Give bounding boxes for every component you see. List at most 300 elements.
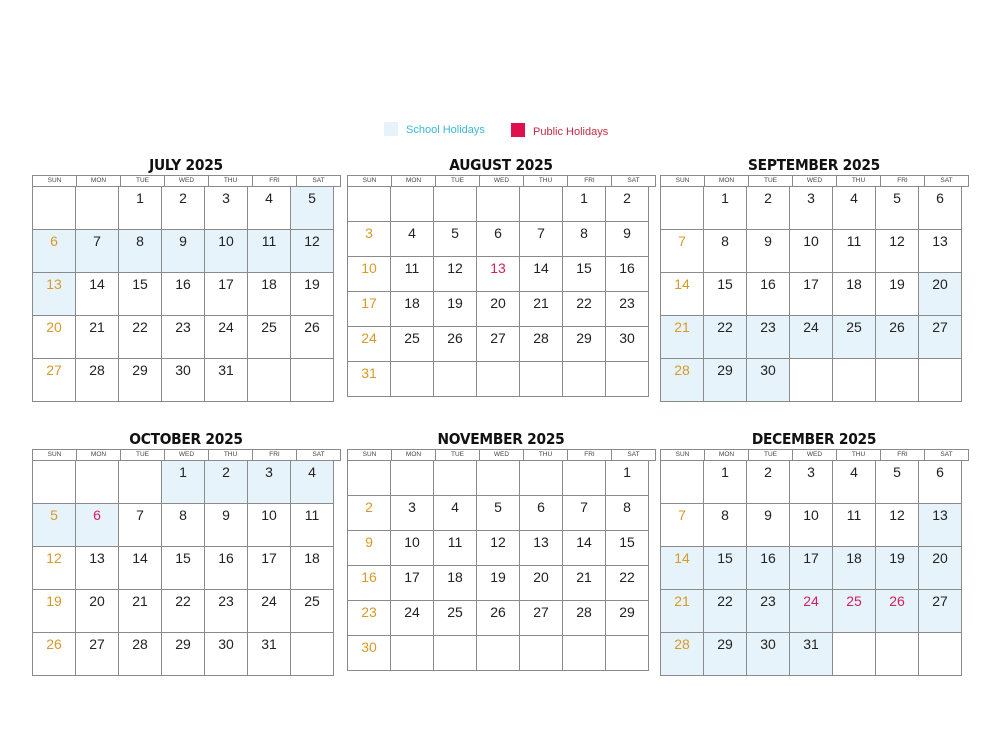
day-cell[interactable]: 27 [76, 633, 119, 676]
empty-day-cell [833, 359, 876, 402]
day-cell[interactable]: 31 [348, 362, 391, 397]
weekday-label: SAT [612, 176, 656, 187]
day-cell[interactable]: 14 [76, 273, 119, 316]
day-cell[interactable]: 31 [205, 359, 248, 402]
day-cell[interactable]: 25 [291, 590, 334, 633]
weekday-label: SUN [661, 176, 705, 187]
week-row [348, 531, 656, 566]
day-cell[interactable]: 22 [563, 292, 606, 327]
empty-day-cell [833, 633, 876, 676]
day-cell[interactable]: 29 [162, 633, 205, 676]
day-cell[interactable]: 17 [790, 547, 833, 590]
day-cell[interactable]: 19 [477, 566, 520, 601]
day-cell[interactable]: 9 [606, 222, 649, 257]
weekday-header-row [348, 176, 656, 187]
day-cell[interactable]: 18 [833, 273, 876, 316]
empty-day-cell [391, 461, 434, 496]
week-row [348, 496, 656, 531]
day-cell[interactable]: 15 [119, 273, 162, 316]
weekday-label: WED [480, 450, 524, 461]
day-cell[interactable]: 11 [291, 504, 334, 547]
day-cell[interactable]: 9 [747, 504, 790, 547]
weekday-label: THU [524, 176, 568, 187]
empty-day-cell [434, 362, 477, 397]
empty-day-cell [33, 461, 76, 504]
day-cell[interactable]: 30 [205, 633, 248, 676]
month-grid [660, 449, 969, 676]
day-cell[interactable]: 8 [119, 230, 162, 273]
day-cell[interactable]: 22 [162, 590, 205, 633]
day-cell[interactable]: 18 [391, 292, 434, 327]
day-cell[interactable]: 11 [833, 230, 876, 273]
school-holiday-label: School Holidays [406, 124, 485, 136]
day-cell[interactable]: 7 [520, 222, 563, 257]
day-cell[interactable]: 13 [919, 230, 962, 273]
day-cell[interactable]: 4 [248, 187, 291, 230]
day-cell[interactable]: 26 [33, 633, 76, 676]
day-cell[interactable]: 3 [248, 461, 291, 504]
day-cell[interactable]: 10 [790, 504, 833, 547]
weekday-label: FRI [881, 176, 925, 187]
empty-day-cell [563, 636, 606, 671]
day-cell[interactable]: 28 [661, 633, 704, 676]
weekday-label: MON [705, 176, 749, 187]
day-cell[interactable]: 15 [606, 531, 649, 566]
day-cell[interactable]: 21 [520, 292, 563, 327]
day-cell[interactable]: 29 [606, 601, 649, 636]
day-cell[interactable]: 6 [919, 461, 962, 504]
week-row [33, 230, 341, 273]
school-holiday-swatch [384, 122, 398, 136]
day-cell[interactable]: 16 [162, 273, 205, 316]
day-cell[interactable]: 4 [833, 187, 876, 230]
day-cell[interactable]: 30 [348, 636, 391, 671]
day-cell[interactable]: 26 [291, 316, 334, 359]
day-cell[interactable]: 25 [248, 316, 291, 359]
day-cell[interactable]: 12 [876, 230, 919, 273]
empty-day-cell [434, 461, 477, 496]
day-cell[interactable]: 24 [348, 327, 391, 362]
day-cell[interactable]: 10 [790, 230, 833, 273]
day-cell[interactable]: 18 [833, 547, 876, 590]
day-cell[interactable]: 25 [833, 590, 876, 633]
day-cell[interactable]: 16 [205, 547, 248, 590]
week-row [33, 187, 341, 230]
day-cell[interactable]: 7 [661, 504, 704, 547]
day-cell[interactable]: 13 [76, 547, 119, 590]
month-title: AUGUST 2025 [449, 156, 553, 174]
weekday-label: WED [480, 176, 524, 187]
day-cell[interactable]: 25 [833, 316, 876, 359]
month-title: DECEMBER 2025 [751, 430, 877, 448]
day-cell[interactable]: 17 [205, 273, 248, 316]
month-title: OCTOBER 2025 [129, 430, 243, 448]
day-cell[interactable]: 23 [348, 601, 391, 636]
day-cell[interactable]: 22 [704, 590, 747, 633]
day-cell[interactable]: 9 [348, 531, 391, 566]
empty-day-cell [520, 636, 563, 671]
day-cell[interactable]: 23 [205, 590, 248, 633]
day-cell[interactable]: 7 [119, 504, 162, 547]
month-grid [660, 175, 969, 402]
day-cell[interactable]: 13 [33, 273, 76, 316]
weekday-header-row [661, 450, 969, 461]
day-cell[interactable]: 23 [747, 316, 790, 359]
day-cell[interactable]: 23 [606, 292, 649, 327]
empty-day-cell [434, 187, 477, 222]
day-cell[interactable]: 17 [248, 547, 291, 590]
week-row [661, 590, 969, 633]
day-cell[interactable]: 4 [833, 461, 876, 504]
weekday-label: WED [165, 176, 209, 187]
day-cell[interactable]: 22 [606, 566, 649, 601]
day-cell[interactable]: 8 [606, 496, 649, 531]
weekday-label: MON [705, 450, 749, 461]
week-row [661, 504, 969, 547]
empty-day-cell [291, 633, 334, 676]
weekday-header-row [33, 176, 341, 187]
day-cell[interactable]: 11 [248, 230, 291, 273]
day-cell[interactable]: 30 [606, 327, 649, 362]
day-cell[interactable]: 20 [520, 566, 563, 601]
week-row [661, 633, 969, 676]
day-cell[interactable]: 24 [205, 316, 248, 359]
month-grid [347, 175, 656, 397]
day-cell[interactable]: 10 [205, 230, 248, 273]
day-cell[interactable]: 26 [876, 316, 919, 359]
weekday-label: THU [209, 176, 253, 187]
day-cell[interactable]: 10 [348, 257, 391, 292]
day-cell[interactable]: 20 [33, 316, 76, 359]
day-cell[interactable]: 20 [76, 590, 119, 633]
day-cell[interactable]: 10 [248, 504, 291, 547]
day-cell[interactable]: 22 [704, 316, 747, 359]
empty-day-cell [520, 362, 563, 397]
day-cell[interactable]: 14 [520, 257, 563, 292]
weekday-label: TUE [749, 176, 793, 187]
day-cell[interactable]: 20 [477, 292, 520, 327]
day-cell[interactable]: 17 [391, 566, 434, 601]
month-grid [32, 449, 341, 676]
week-row [348, 257, 656, 292]
empty-day-cell [606, 636, 649, 671]
day-cell[interactable]: 22 [119, 316, 162, 359]
empty-day-cell [119, 461, 162, 504]
week-row [348, 601, 656, 636]
day-cell[interactable]: 31 [790, 633, 833, 676]
day-cell[interactable]: 24 [790, 590, 833, 633]
week-row [348, 292, 656, 327]
day-cell[interactable]: 13 [919, 504, 962, 547]
week-row [33, 504, 341, 547]
week-row [661, 359, 969, 402]
day-cell[interactable]: 28 [119, 633, 162, 676]
day-cell[interactable]: 5 [477, 496, 520, 531]
empty-day-cell [477, 461, 520, 496]
day-cell[interactable]: 2 [606, 187, 649, 222]
month-title: NOVEMBER 2025 [437, 430, 565, 448]
day-cell[interactable]: 14 [661, 273, 704, 316]
day-cell[interactable]: 4 [391, 222, 434, 257]
empty-day-cell [348, 461, 391, 496]
day-cell[interactable]: 13 [477, 257, 520, 292]
day-cell[interactable]: 20 [919, 547, 962, 590]
month-title: SEPTEMBER 2025 [748, 156, 880, 174]
day-cell[interactable]: 2 [747, 461, 790, 504]
day-cell[interactable]: 12 [876, 504, 919, 547]
weekday-label: WED [793, 450, 837, 461]
day-cell[interactable]: 6 [520, 496, 563, 531]
empty-day-cell [661, 461, 704, 504]
week-row [661, 461, 969, 504]
day-cell[interactable]: 9 [162, 230, 205, 273]
day-cell[interactable]: 14 [661, 547, 704, 590]
weekday-label: FRI [253, 176, 297, 187]
day-cell[interactable]: 29 [119, 359, 162, 402]
day-cell[interactable]: 6 [919, 187, 962, 230]
empty-day-cell [876, 633, 919, 676]
day-cell[interactable]: 21 [563, 566, 606, 601]
empty-day-cell [477, 362, 520, 397]
empty-day-cell [606, 362, 649, 397]
week-row [348, 636, 656, 671]
week-row [33, 590, 341, 633]
day-cell[interactable]: 15 [704, 273, 747, 316]
weekday-label: MON [77, 176, 121, 187]
day-cell[interactable]: 2 [162, 187, 205, 230]
empty-day-cell [248, 359, 291, 402]
day-cell[interactable]: 1 [704, 187, 747, 230]
day-cell[interactable]: 27 [477, 327, 520, 362]
empty-day-cell [661, 187, 704, 230]
week-row [661, 273, 969, 316]
day-cell[interactable]: 16 [747, 547, 790, 590]
empty-day-cell [291, 359, 334, 402]
day-cell[interactable]: 15 [162, 547, 205, 590]
day-cell[interactable]: 14 [119, 547, 162, 590]
day-cell[interactable]: 6 [477, 222, 520, 257]
day-cell[interactable]: 19 [876, 273, 919, 316]
day-cell[interactable]: 24 [790, 316, 833, 359]
weekday-header-row [33, 450, 341, 461]
weekday-label: SUN [661, 450, 705, 461]
day-cell[interactable]: 16 [747, 273, 790, 316]
weekday-label: FRI [568, 450, 612, 461]
day-cell[interactable]: 23 [162, 316, 205, 359]
day-cell[interactable]: 3 [790, 461, 833, 504]
day-cell[interactable]: 27 [33, 359, 76, 402]
day-cell[interactable]: 18 [434, 566, 477, 601]
day-cell[interactable]: 8 [704, 230, 747, 273]
day-cell[interactable]: 28 [520, 327, 563, 362]
day-cell[interactable]: 4 [291, 461, 334, 504]
day-cell[interactable]: 24 [391, 601, 434, 636]
day-cell[interactable]: 1 [704, 461, 747, 504]
day-cell[interactable]: 3 [790, 187, 833, 230]
day-cell[interactable]: 1 [119, 187, 162, 230]
week-row [33, 633, 341, 676]
day-cell[interactable]: 12 [434, 257, 477, 292]
empty-day-cell [434, 636, 477, 671]
day-cell[interactable]: 19 [33, 590, 76, 633]
empty-day-cell [348, 187, 391, 222]
day-cell[interactable]: 4 [434, 496, 477, 531]
day-cell[interactable]: 5 [33, 504, 76, 547]
day-cell[interactable]: 9 [747, 230, 790, 273]
empty-day-cell [76, 187, 119, 230]
day-cell[interactable]: 26 [876, 590, 919, 633]
weekday-label: SUN [348, 450, 392, 461]
day-cell[interactable]: 18 [291, 547, 334, 590]
week-row [33, 461, 341, 504]
week-row [33, 316, 341, 359]
day-cell[interactable]: 27 [520, 601, 563, 636]
empty-day-cell [520, 187, 563, 222]
week-row [33, 547, 341, 590]
day-cell[interactable]: 29 [704, 359, 747, 402]
day-cell[interactable]: 16 [606, 257, 649, 292]
day-cell[interactable]: 1 [606, 461, 649, 496]
month-grid [32, 175, 341, 402]
day-cell[interactable]: 20 [919, 273, 962, 316]
empty-day-cell [919, 359, 962, 402]
week-row [348, 566, 656, 601]
day-cell[interactable]: 8 [704, 504, 747, 547]
day-cell[interactable]: 28 [563, 601, 606, 636]
weekday-label: FRI [881, 450, 925, 461]
day-cell[interactable]: 21 [119, 590, 162, 633]
weekday-label: MON [392, 450, 436, 461]
day-cell[interactable]: 2 [747, 187, 790, 230]
weekday-label: THU [837, 450, 881, 461]
weekday-label: SAT [925, 450, 969, 461]
week-row [348, 187, 656, 222]
day-cell[interactable]: 29 [704, 633, 747, 676]
empty-day-cell [520, 461, 563, 496]
week-row [348, 461, 656, 496]
day-cell[interactable]: 9 [205, 504, 248, 547]
day-cell[interactable]: 7 [661, 230, 704, 273]
weekday-label: THU [524, 450, 568, 461]
day-cell[interactable]: 3 [348, 222, 391, 257]
day-cell[interactable]: 19 [291, 273, 334, 316]
week-row [661, 230, 969, 273]
day-cell[interactable]: 7 [563, 496, 606, 531]
day-cell[interactable]: 17 [790, 273, 833, 316]
day-cell[interactable]: 2 [205, 461, 248, 504]
day-cell[interactable]: 21 [661, 590, 704, 633]
day-cell[interactable]: 21 [661, 316, 704, 359]
day-cell[interactable]: 26 [434, 327, 477, 362]
empty-day-cell [477, 636, 520, 671]
day-cell[interactable]: 27 [919, 316, 962, 359]
day-cell[interactable]: 14 [563, 531, 606, 566]
weekday-label: SUN [33, 176, 77, 187]
weekday-label: SAT [925, 176, 969, 187]
day-cell[interactable]: 10 [391, 531, 434, 566]
day-cell[interactable]: 11 [391, 257, 434, 292]
week-row [661, 316, 969, 359]
weekday-label: SUN [33, 450, 77, 461]
day-cell[interactable]: 2 [348, 496, 391, 531]
day-cell[interactable]: 1 [162, 461, 205, 504]
day-cell[interactable]: 8 [563, 222, 606, 257]
day-cell[interactable]: 30 [162, 359, 205, 402]
day-cell[interactable]: 17 [348, 292, 391, 327]
empty-day-cell [790, 359, 833, 402]
day-cell[interactable]: 29 [563, 327, 606, 362]
day-cell[interactable]: 30 [747, 359, 790, 402]
day-cell[interactable]: 6 [76, 504, 119, 547]
day-cell[interactable]: 1 [563, 187, 606, 222]
day-cell[interactable]: 23 [747, 590, 790, 633]
day-cell[interactable]: 28 [661, 359, 704, 402]
public-holiday-swatch [511, 123, 525, 137]
empty-day-cell [76, 461, 119, 504]
day-cell[interactable]: 5 [876, 187, 919, 230]
day-cell[interactable]: 18 [248, 273, 291, 316]
day-cell[interactable]: 11 [434, 531, 477, 566]
weekday-header-row [661, 176, 969, 187]
day-cell[interactable]: 31 [248, 633, 291, 676]
day-cell[interactable]: 19 [434, 292, 477, 327]
day-cell[interactable]: 25 [391, 327, 434, 362]
weekday-label: TUE [121, 176, 165, 187]
day-cell[interactable]: 28 [76, 359, 119, 402]
day-cell[interactable]: 3 [205, 187, 248, 230]
day-cell[interactable]: 5 [291, 187, 334, 230]
day-cell[interactable]: 26 [477, 601, 520, 636]
day-cell[interactable]: 8 [162, 504, 205, 547]
empty-day-cell [391, 362, 434, 397]
day-cell[interactable]: 13 [520, 531, 563, 566]
day-cell[interactable]: 12 [477, 531, 520, 566]
day-cell[interactable]: 15 [563, 257, 606, 292]
day-cell[interactable]: 21 [76, 316, 119, 359]
day-cell[interactable]: 3 [391, 496, 434, 531]
empty-day-cell [563, 362, 606, 397]
empty-day-cell [391, 636, 434, 671]
day-cell[interactable]: 15 [704, 547, 747, 590]
empty-day-cell [919, 633, 962, 676]
week-row [348, 327, 656, 362]
empty-day-cell [391, 187, 434, 222]
week-row [33, 273, 341, 316]
weekday-label: THU [209, 450, 253, 461]
day-cell[interactable]: 30 [747, 633, 790, 676]
day-cell[interactable]: 25 [434, 601, 477, 636]
day-cell[interactable]: 7 [76, 230, 119, 273]
day-cell[interactable]: 16 [348, 566, 391, 601]
day-cell[interactable]: 24 [248, 590, 291, 633]
day-cell[interactable]: 12 [33, 547, 76, 590]
weekday-label: WED [793, 176, 837, 187]
day-cell[interactable]: 27 [919, 590, 962, 633]
day-cell[interactable]: 6 [33, 230, 76, 273]
empty-day-cell [33, 187, 76, 230]
week-row [348, 222, 656, 257]
day-cell[interactable]: 5 [876, 461, 919, 504]
weekday-label: SAT [297, 176, 341, 187]
day-cell[interactable]: 19 [876, 547, 919, 590]
weekday-label: SAT [612, 450, 656, 461]
weekday-label: TUE [436, 176, 480, 187]
weekday-label: SAT [297, 450, 341, 461]
day-cell[interactable]: 12 [291, 230, 334, 273]
weekday-label: FRI [253, 450, 297, 461]
day-cell[interactable]: 11 [833, 504, 876, 547]
day-cell[interactable]: 5 [434, 222, 477, 257]
